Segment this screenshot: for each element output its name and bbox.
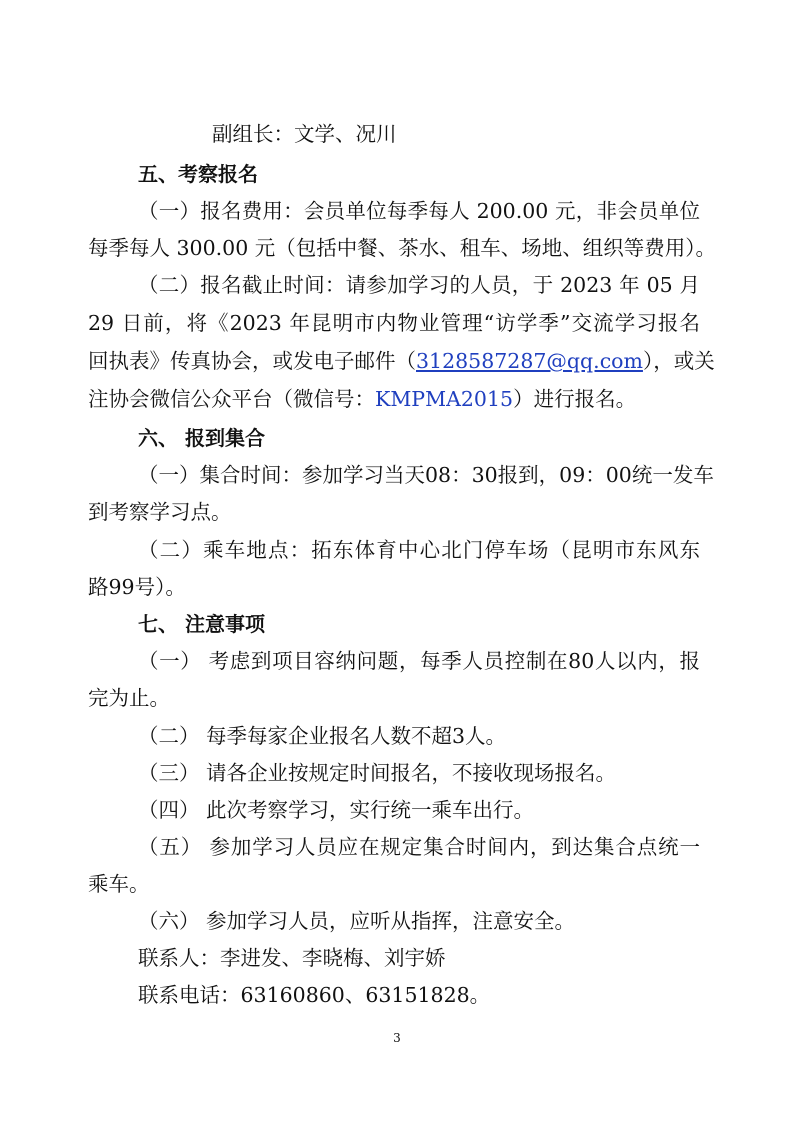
wechat-id: KMPMA2015 [375, 387, 514, 411]
notice-item1-line2: 完为止。 [88, 686, 170, 710]
contact-persons: 联系人：李进发、李晓梅、刘宇娇 [138, 946, 446, 970]
section5-deadline-line3 [88, 347, 715, 375]
section5-deadline-line4 [88, 385, 700, 413]
deadline-line3-text-b: ），或关 [642, 349, 715, 373]
notice-item5-line1: （五） 参加学习人员应在规定集合时间内，到达集合点统一 [138, 835, 700, 859]
deadline-line4-text-b: ）进行报名。 [513, 387, 637, 411]
email-link[interactable]: 3128587287@qq.com [416, 349, 643, 373]
section6-time-line1: （一）集合时间：参加学习当天08：30报到，09：00统一发车 [138, 463, 714, 487]
section6-location-line2: 路99号）。 [88, 575, 186, 599]
notice-item2: （二） 每季每家企业报名人数不超3人。 [138, 724, 507, 748]
deadline-line4-text-a: 注协会微信公众平台（微信号： [88, 387, 375, 411]
deadline-line3-text-a: 回执表》传真协会，或发电子邮件（ [88, 349, 416, 373]
notice-item6: （六） 参加学习人员，应听从指挥，注意安全。 [138, 909, 576, 933]
section5-deadline-line2: 29 日前，将《2023 年昆明市内物业管理“访学季”交流学习报名 [88, 311, 700, 335]
contact-phone: 联系电话：63160860、63151828。 [138, 983, 491, 1007]
section5-deadline-line1: （二）报名截止时间：请参加学习的人员，于 2023 年 05 月 [138, 273, 700, 297]
section5-fee-line2: 每季每人 300.00 元（包括中餐、茶水、租车、场地、组织等费用）。 [88, 236, 717, 260]
notice-item4: （四） 此次考察学习，实行统一乘车出行。 [138, 798, 535, 822]
section6-time-line2: 到考察学习点。 [88, 500, 232, 524]
notice-item5-line2: 乘车。 [88, 872, 150, 896]
section6-heading: 六、 报到集合 [138, 426, 265, 450]
section5-heading: 五、考察报名 [138, 162, 258, 186]
section7-heading: 七、 注意事项 [138, 612, 265, 636]
notice-item1-line1: （一） 考虑到项目容纳问题，每季人员控制在80人以内，报 [138, 649, 700, 673]
notice-item3: （三） 请各企业按规定时间报名，不接收现场报名。 [138, 761, 617, 785]
section5-fee-line1: （一）报名费用：会员单位每季每人 200.00 元，非会员单位 [138, 199, 700, 223]
deputy-leader-line: 副组长：文学、况川 [212, 122, 397, 146]
section6-location-line1: （二）乘车地点：拓东体育中心北门停车场（昆明市东风东 [138, 538, 700, 562]
page-number: 3 [393, 1031, 401, 1045]
